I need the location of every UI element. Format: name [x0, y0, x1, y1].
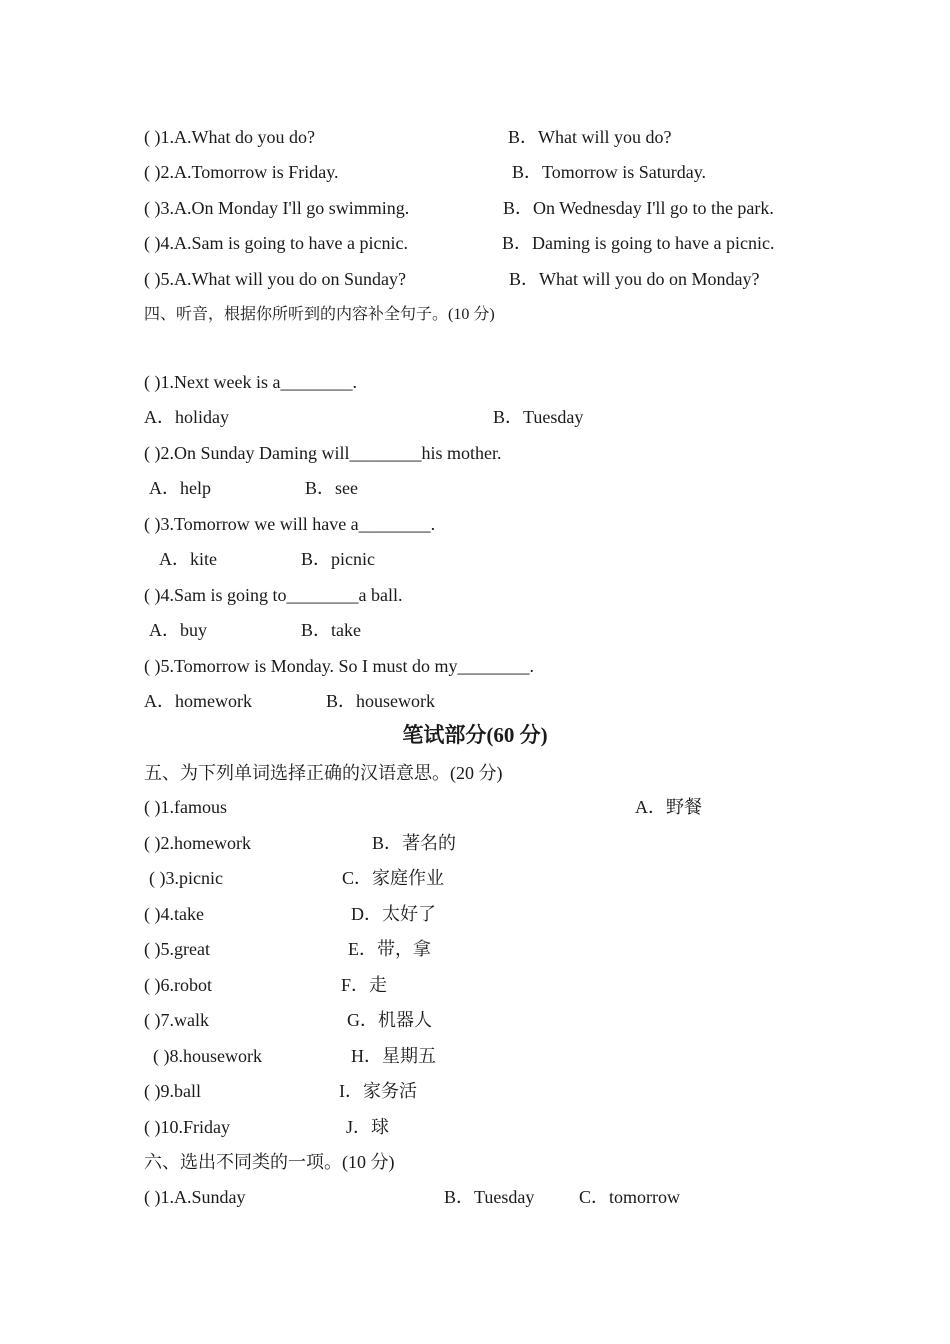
- q4-5-option-b: B．housework: [326, 691, 435, 711]
- q3-3-option-b: B．On Wednesday I'll go to the park.: [503, 198, 774, 218]
- q5-meaning-g: G．机器人: [347, 1010, 432, 1030]
- q4-1-option-b: B．Tuesday: [493, 407, 584, 427]
- q5-meaning-a: A．野餐: [635, 797, 702, 817]
- part6-heading: 六、选出不同类的一项。(10 分): [144, 1152, 395, 1172]
- q4-3-option-b: B．picnic: [301, 549, 375, 569]
- q4-5-option-a: A．homework: [144, 691, 252, 711]
- q5-10-word: ( )10.Friday: [144, 1117, 230, 1137]
- q5-9-word: ( )9.ball: [144, 1081, 201, 1101]
- q3-4-option-b: B．Daming is going to have a picnic.: [502, 233, 775, 253]
- q3-4-option-a: ( )4.A.Sam is going to have a picnic.: [144, 233, 408, 253]
- q4-3-stem: ( )3.Tomorrow we will have a________.: [144, 514, 436, 534]
- q3-3-option-a: ( )3.A.On Monday I'll go swimming.: [144, 198, 410, 218]
- q5-meaning-b: B．著名的: [372, 833, 457, 853]
- q4-4-stem: ( )4.Sam is going to________a ball.: [144, 585, 403, 605]
- q5-meaning-h: H．星期五: [351, 1046, 436, 1066]
- q3-1-option-b: B．What will you do?: [508, 127, 672, 147]
- q5-2-word: ( )2.homework: [144, 833, 251, 853]
- q3-5-option-b: B．What will you do on Monday?: [509, 269, 760, 289]
- part4-heading: 四、听音，根据你所听到的内容补全句子。(10 分): [144, 306, 495, 323]
- q3-1-option-a: ( )1.A.What do you do?: [144, 127, 315, 147]
- q6-1-option-a: ( )1.A.Sunday: [144, 1187, 246, 1207]
- q5-meaning-i: I．家务活: [339, 1081, 417, 1101]
- q4-2-option-b: B．see: [305, 478, 358, 498]
- part5-heading: 五、为下列单词选择正确的汉语意思。(20 分): [144, 763, 503, 783]
- q5-meaning-e: E．带，拿: [348, 939, 431, 959]
- q5-6-word: ( )6.robot: [144, 975, 212, 995]
- q5-5-word: ( )5.great: [144, 939, 210, 959]
- q5-meaning-j: J．球: [346, 1117, 390, 1137]
- q4-4-option-b: B．take: [301, 620, 361, 640]
- q4-1-option-a: A．holiday: [144, 407, 229, 427]
- q5-4-word: ( )4.take: [144, 904, 204, 924]
- q6-1-option-c: C．tomorrow: [579, 1187, 680, 1207]
- q3-5-option-a: ( )5.A.What will you do on Sunday?: [144, 269, 406, 289]
- q5-1-word: ( )1.famous: [144, 797, 227, 817]
- q4-2-option-a: A．help: [149, 478, 211, 498]
- q3-2-option-b: B．Tomorrow is Saturday.: [512, 162, 707, 182]
- q5-3-word: ( )3.picnic: [149, 868, 223, 888]
- q3-2-option-a: ( )2.A.Tomorrow is Friday.: [144, 162, 339, 182]
- q4-3-option-a: A．kite: [159, 549, 217, 569]
- q4-2-stem: ( )2.On Sunday Daming will________his mother.: [144, 443, 502, 463]
- q5-meaning-f: F．走: [341, 975, 388, 995]
- q5-7-word: ( )7.walk: [144, 1010, 209, 1030]
- q5-meaning-d: D．太好了: [351, 904, 436, 924]
- q4-4-option-a: A．buy: [149, 620, 207, 640]
- q4-1-stem: ( )1.Next week is a________.: [144, 372, 357, 392]
- q4-5-stem: ( )5.Tomorrow is Monday. So I must do my________.: [144, 656, 535, 676]
- written-section-title: 笔试部分(60 分): [402, 723, 548, 747]
- q5-8-word: ( )8.housework: [153, 1046, 262, 1066]
- q5-meaning-c: C．家庭作业: [342, 868, 445, 888]
- q6-1-option-b: B．Tuesday: [444, 1187, 535, 1207]
